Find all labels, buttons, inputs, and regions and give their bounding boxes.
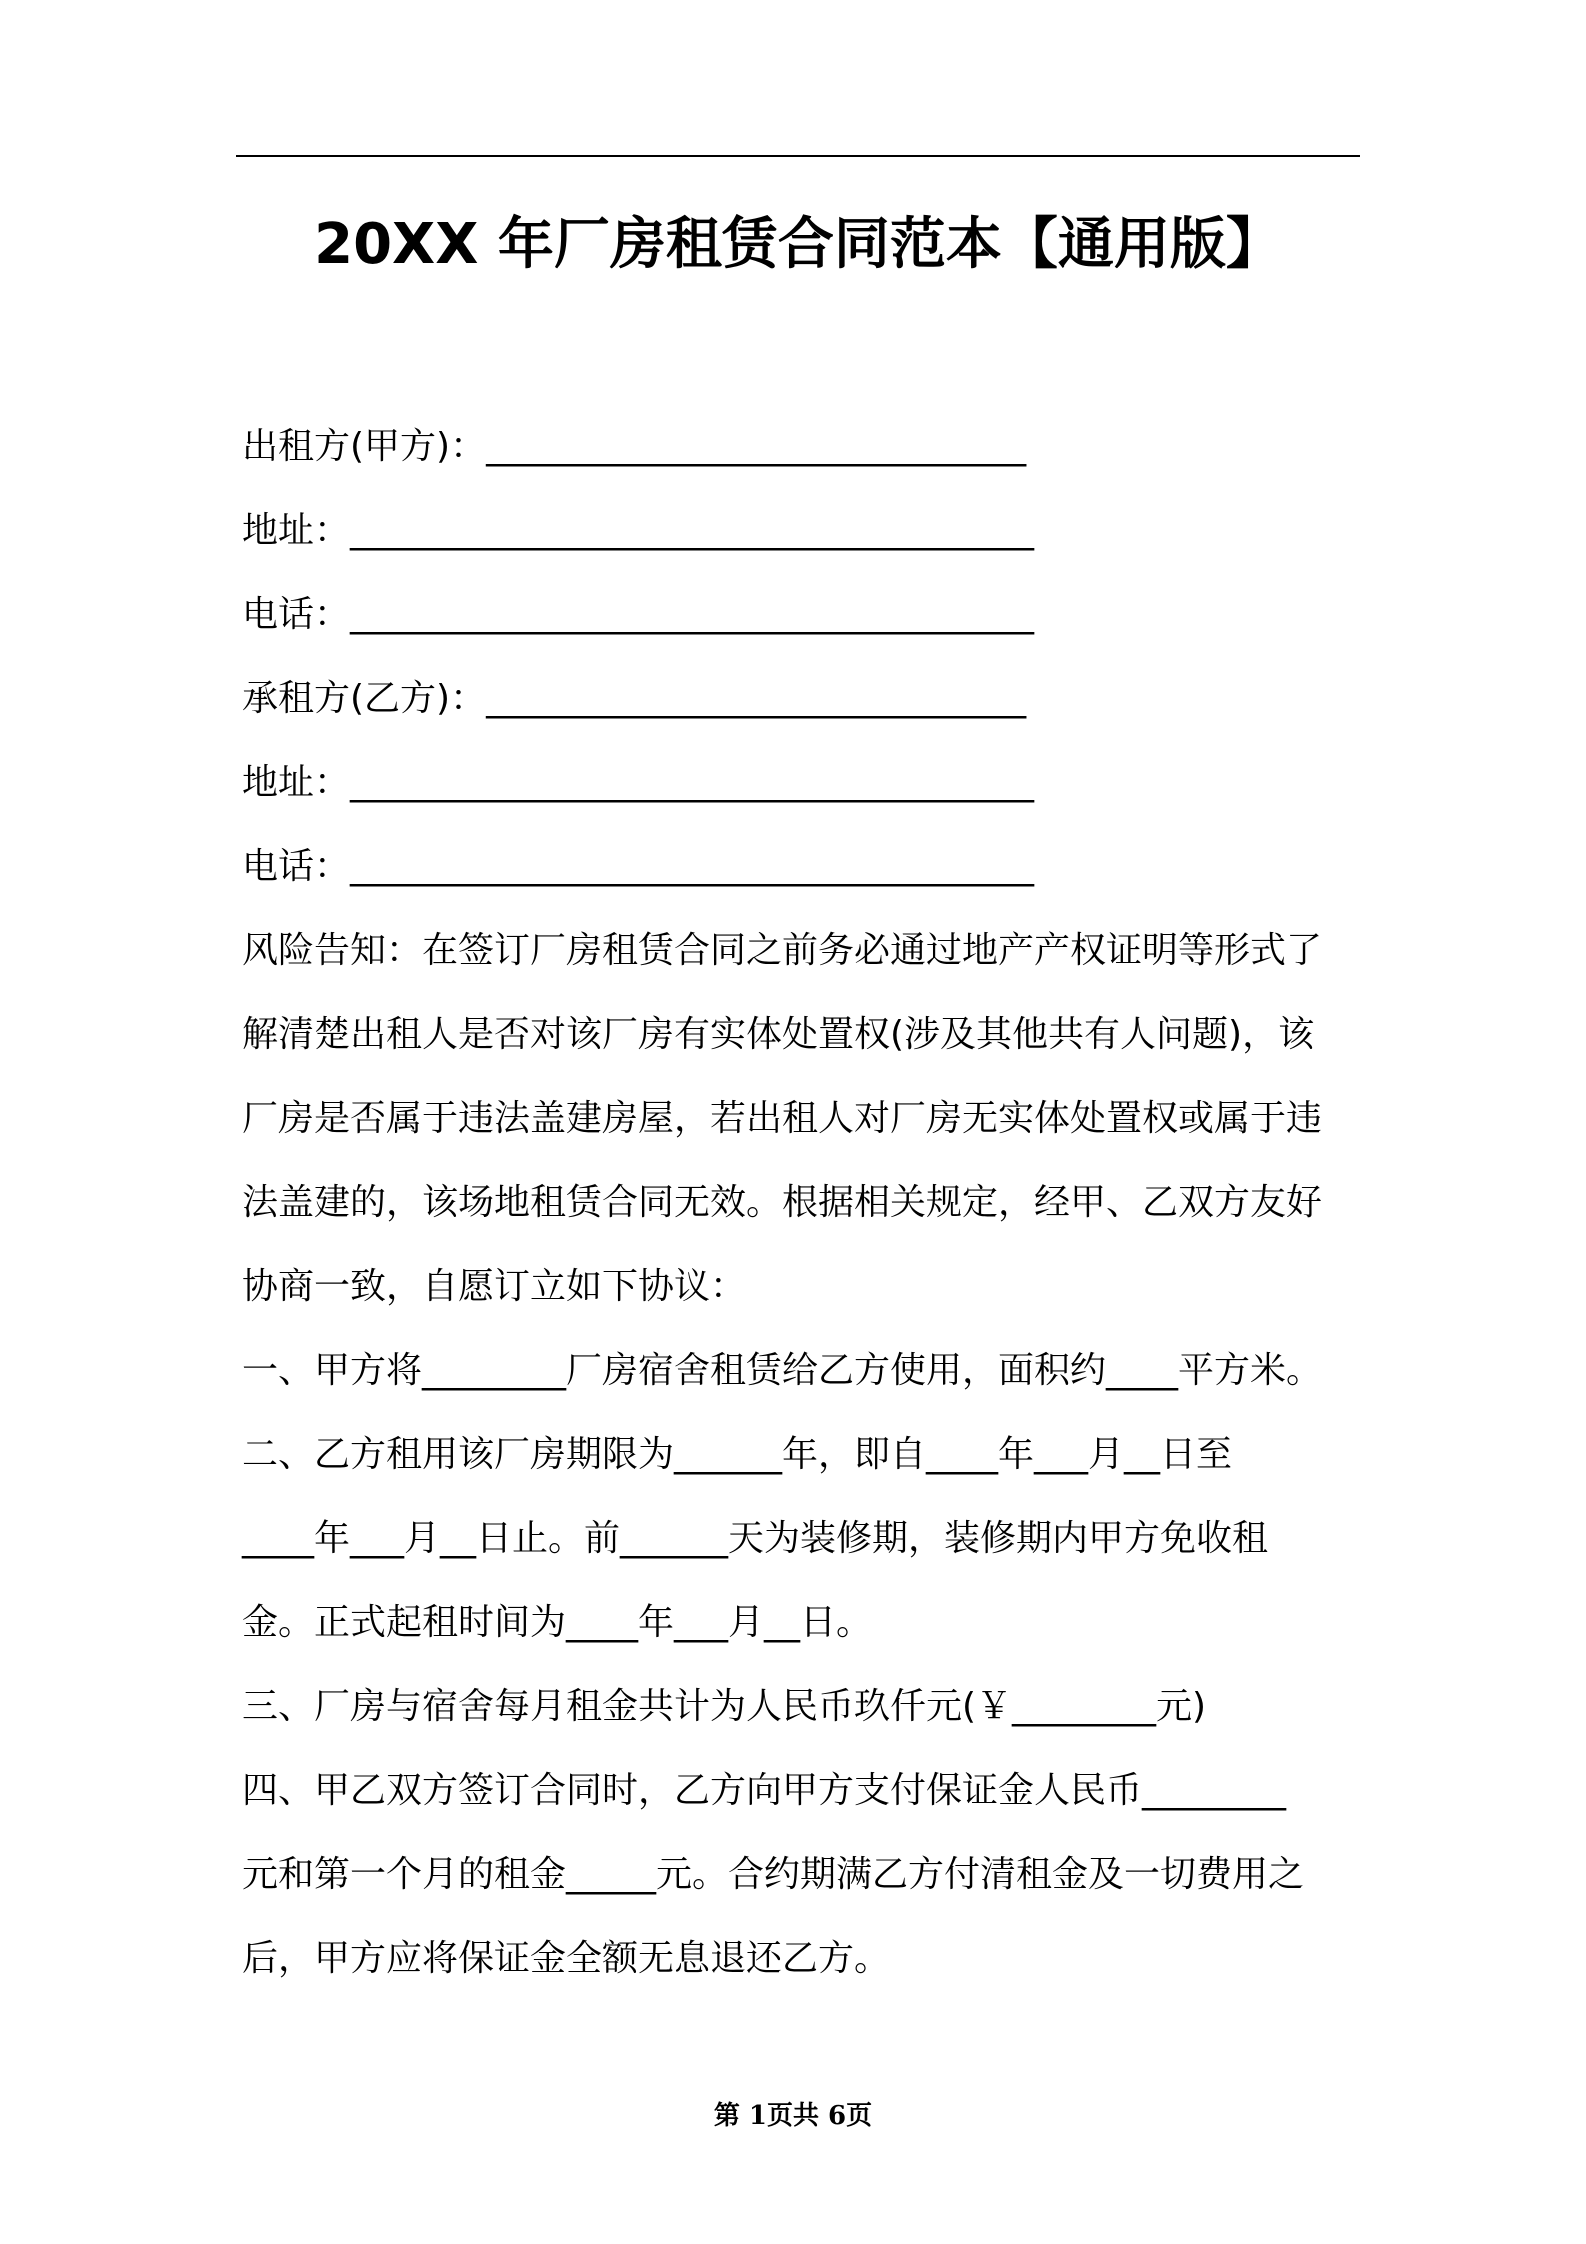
clause-2-line: 二、乙方租用该厂房期限为______年，即自____年___月__日至 — [242, 1434, 1233, 1475]
risk-notice-line: 解清楚出租人是否对该厂房有实体处置权(涉及其他共有人问题)，该 — [242, 1014, 1315, 1055]
clause-4-line: 后，甲方应将保证金全额无息退还乙方。 — [242, 1938, 891, 1979]
lessor-address-field: 地址：______________________________________ — [242, 510, 1035, 551]
clause-4-line: 元和第一个月的租金_____元。合约期满乙方付清租金及一切费用之 — [242, 1854, 1305, 1895]
document-title: 20XX 年厂房租赁合同范本【通用版】 — [314, 212, 1282, 277]
clause-3: 三、厂房与宿舍每月租金共计为人民币玖仟元(￥________元) — [242, 1686, 1207, 1727]
header-divider — [236, 155, 1360, 157]
contract-body — [242, 405, 1362, 2001]
risk-notice-line: 风险告知：在签订厂房租赁合同之前务必通过地产产权证明等形式了 — [242, 930, 1323, 971]
clause-2-line: ____年___月__日止。前______天为装修期，装修期内甲方免收租 — [242, 1518, 1269, 1559]
clause-2-line: 金。正式起租时间为____年___月__日。 — [242, 1602, 873, 1643]
lessee-phone-field: 电话：______________________________________ — [242, 846, 1035, 887]
risk-notice-line: 厂房是否属于违法盖建房屋，若出租人对厂房无实体处置权或属于违 — [242, 1098, 1323, 1139]
lessor-field: 出租方(甲方)：______________________________ — [242, 426, 1027, 467]
lessee-address-field: 地址：______________________________________ — [242, 762, 1035, 803]
clause-4-line: 四、甲乙双方签订合同时，乙方向甲方支付保证金人民币________ — [242, 1770, 1287, 1811]
lessor-phone-field: 电话：______________________________________ — [242, 594, 1035, 635]
risk-notice-line: 法盖建的，该场地租赁合同无效。根据相关规定，经甲、乙双方友好 — [242, 1182, 1323, 1223]
lessee-field: 承租方(乙方)：______________________________ — [242, 678, 1027, 719]
clause-1: 一、甲方将________厂房宿舍租赁给乙方使用，面积约____平方米。 — [242, 1350, 1323, 1391]
risk-notice-line: 协商一致，自愿订立如下协议： — [242, 1266, 747, 1307]
page-number: 第 1页共 6页 — [713, 2101, 873, 2131]
